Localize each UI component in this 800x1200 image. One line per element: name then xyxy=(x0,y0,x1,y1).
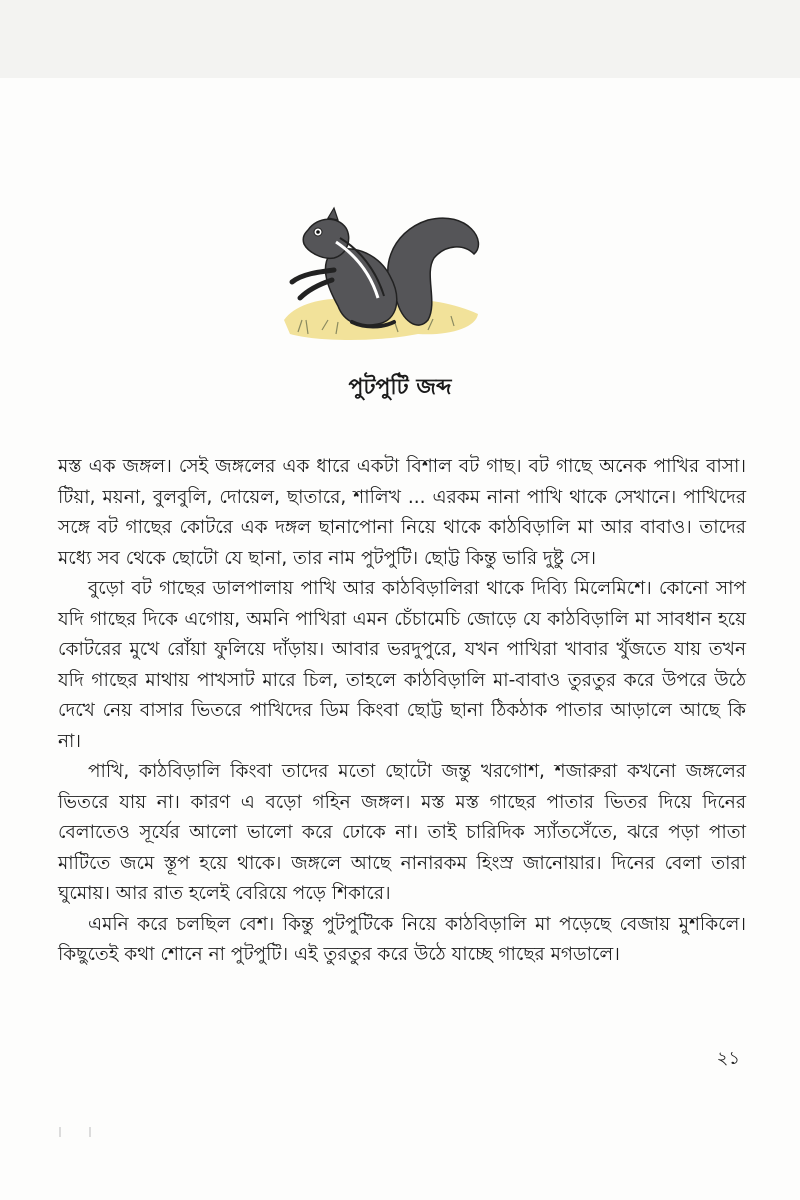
paragraph: মস্ত এক জঙ্গল। সেই জঙ্গলের এক ধারে একটা বিশাল বট গাছ। বট গাছে অনেক পাখির বাসা। টিয়া, ময়না, বুলবুলি, দোয়েল, ছাতারে, শালিখ ... এরকম নানা পাখি থাকে সেখানে। পাখিদের সঙ্গে বট গাছের কোটরে এক দঙ্গল ছানাপোনা নিয়ে থাকে কাঠবিড়ালি মা আর বাবাও। তাদের মধ্যে সব থেকে ছোটো যে ছানা, তার নাম পুটপুটি। ছোট্ট কিন্তু ভারি দুষ্টু সে। xyxy=(58,456,746,569)
page-number: ২১ xyxy=(716,1048,740,1069)
story-body xyxy=(58,452,746,971)
paragraph: পাখি, কাঠবিড়ালি কিংবা তাদের মতো ছোটো জন্তু খরগোশ, শজারুরা কখনো জঙ্গলের ভিতরে যায় না। কারণ এ বড়ো গহিন জঙ্গল। মস্ত মস্ত গাছের পাতার ভিতর দিয়ে দিনের বেলাতেও সূর্যের আলো ভালো করে ঢোকে না। তাই চারিদিক স্যাঁতসেঁতে, ঝরে পড়া পাতা মাটিতে জমে স্তূপ হয়ে থাকে। জঙ্গলে আছে নানারকম হিংস্র জানোয়ার। দিনের বেলা তারা ঘুমোয়। আর রাত হলেই বেরিয়ে পড়ে শিকারে। xyxy=(58,761,746,904)
scan-margin-marks xyxy=(58,1125,118,1139)
story-title: পুটপুটি জব্দ xyxy=(348,375,452,400)
paragraph: বুড়ো বট গাছের ডালপালায় পাখি আর কাঠবিড়ালিরা থাকে দিব্যি মিলেমিশে। কোনো সাপ যদি গাছের দিকে এগোয়, অমনি পাখিরা এমন চেঁচামেচি জোড়ে যে কাঠবিড়ালি মা সাবধান হয়ে কোটরের মুখে রোঁয়া ফুলিয়ে দাঁড়ায়। আবার ভরদুপুরে, যখন পাখিরা খাবার খুঁজতে যায় তখন যদি গাছের মাথায় পাখসাট মারে চিল, তাহলে কাঠবিড়ালি মা-বাবাও তুরতুর করে উপরে উঠে দেখে নেয় বাসার ভিতরে পাখিদের ডিম কিংবা ছোট্ট ছানা ঠিকঠাক পাতার আড়ালে আছে কি না। xyxy=(58,578,746,752)
squirrel-illustration xyxy=(278,202,484,354)
paragraph: এমনি করে চলছিল বেশ। কিন্তু পুটপুটিকে নিয়ে কাঠবিড়ালি মা পড়েছে বেজায় মুশকিলে। কিছুতেই কথা শোনে না পুটপুটি। এই তুরতুর করে উঠে যাচ্ছে গাছের মগডালে। xyxy=(58,913,746,965)
